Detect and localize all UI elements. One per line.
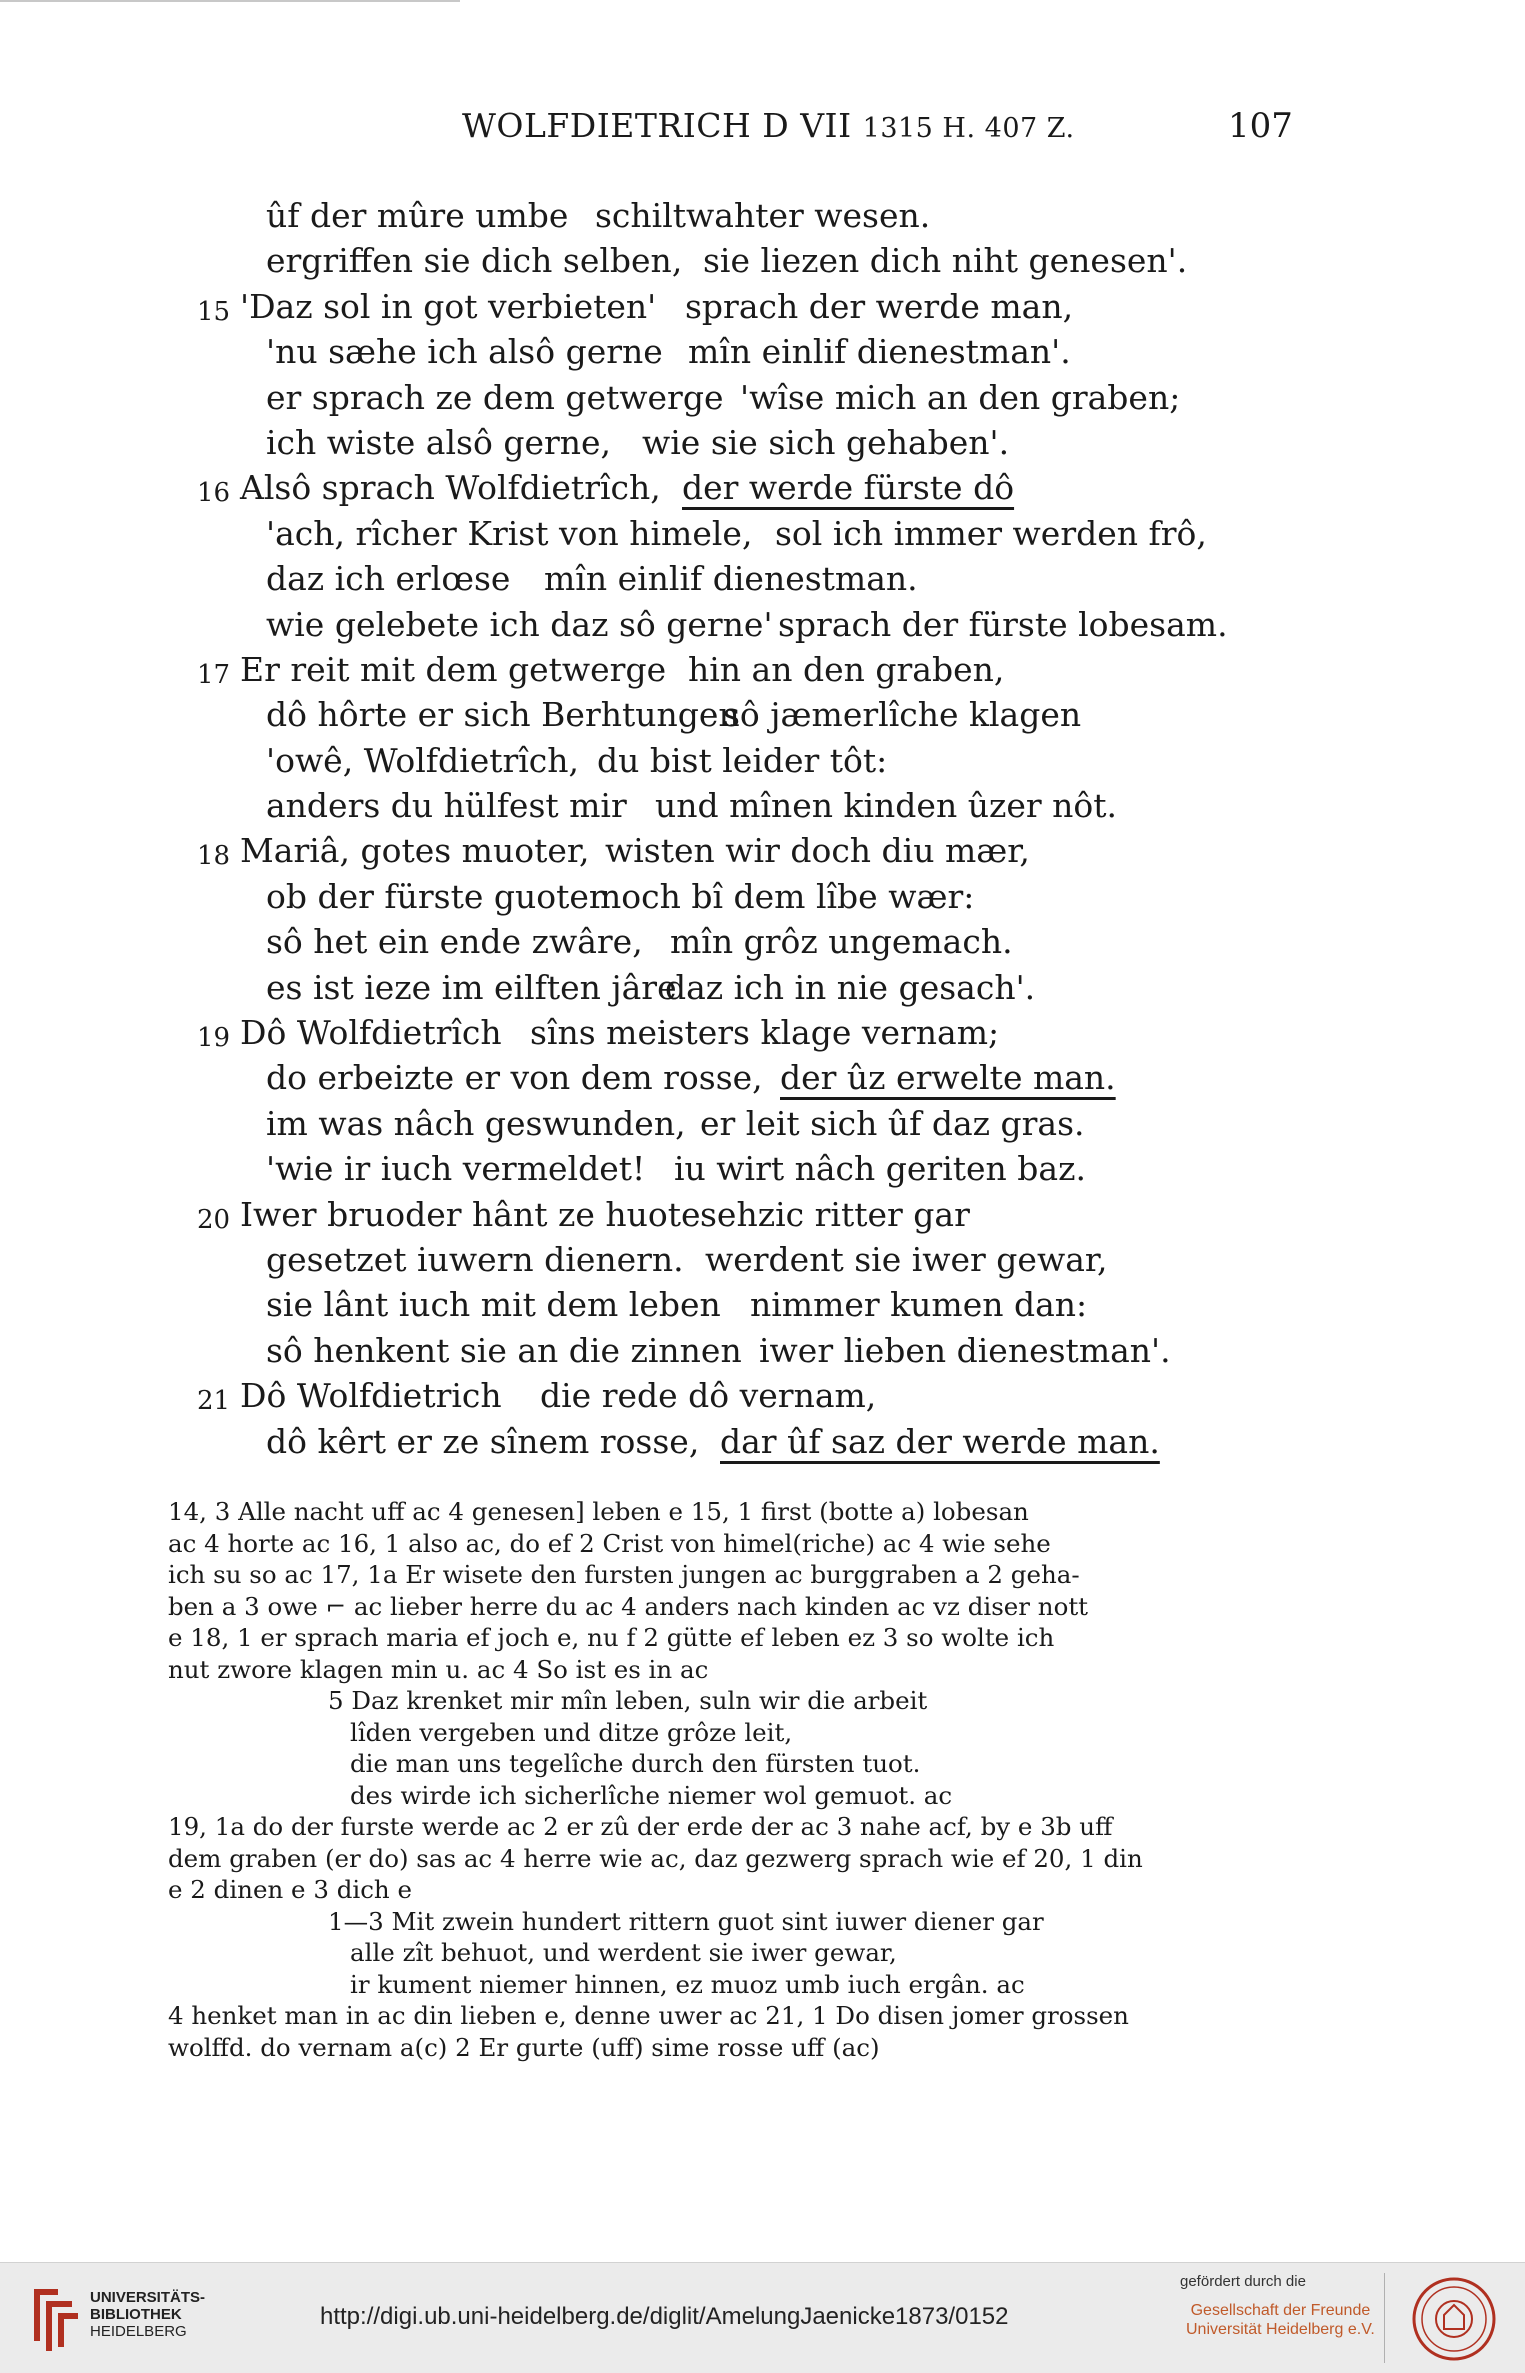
verse-line	[0, 1149, 1525, 1194]
verse-second-half: iu wirt nâch geriten baz.	[674, 1149, 1086, 1189]
note-line: die man uns tegelîche durch den fürsten tuot.	[350, 1749, 921, 1778]
stanza-number: 21	[197, 1386, 231, 1417]
verse-line	[0, 468, 1525, 513]
verse-first-half: Mariâ, gotes muoter,	[240, 831, 590, 871]
verse-line	[0, 287, 1525, 332]
verse-line	[0, 1013, 1525, 1058]
stanza-number: 16	[197, 478, 231, 509]
verse-line	[0, 1376, 1525, 1421]
note-line: e 18, 1 er sprach maria ef joch e, nu f 2 gütte ef leben ez 3 so wolte ich	[168, 1623, 1055, 1652]
verse-second-half: sprach der fürste lobesam.	[778, 604, 1228, 644]
verse-second-half: mîn einlif dienestman.	[544, 559, 918, 599]
verse-first-half: sô henkent sie an die zinnen	[266, 1330, 742, 1370]
verse-second-half: sprach der werde man,	[685, 286, 1074, 326]
verse-line	[0, 241, 1525, 286]
header-reference: 1315 H. 407 Z.	[862, 113, 1075, 144]
verse-line	[0, 1331, 1525, 1376]
verse-first-half: do erbeizte er von dem rosse,	[266, 1058, 763, 1098]
note-line: nut zwore klagen min u. ac 4 So ist es in ac	[168, 1654, 709, 1684]
verse-first-half: daz ich erlœse	[266, 559, 511, 599]
footer-divider	[1384, 2273, 1385, 2363]
university-library-logo-icon	[28, 2281, 82, 2353]
verse-line	[0, 1195, 1525, 1240]
note-line: e 2 dinen e 3 dich e	[168, 1875, 412, 1904]
verse-first-half: 'Daz sol in got verbieten'	[240, 286, 657, 326]
verse-first-half: dô hôrte er sich Berhtungen	[266, 695, 740, 735]
verse-line	[0, 741, 1525, 786]
verse-block	[0, 196, 1525, 1467]
verse-second-half: iwer lieben dienestman'.	[759, 1330, 1171, 1370]
note-line: dem graben (er do) sas ac 4 herre wie ac, daz gezwerg sprach wie ef 20, 1 din	[168, 1843, 1143, 1873]
verse-line	[0, 968, 1525, 1013]
running-header	[462, 106, 1075, 145]
note-line: ir kument niemer hinnen, ez muoz umb iuch ergân. ac	[350, 1969, 1025, 1999]
verse-second-half: wie sie sich gehaben'.	[642, 422, 1010, 462]
note-line: 5 Daz krenket mir mîn leben, suln wir die arbeit	[328, 1686, 928, 1715]
note-line: 19, 1a do der furste werde ac 2 er zû der erde der ac 3 nahe acf, by e 3b uff	[168, 1812, 1113, 1841]
verse-first-half: dô kêrt er ze sînem rosse,	[266, 1421, 700, 1461]
verse-line	[0, 1422, 1525, 1467]
verse-second-half: wisten wir doch diu mær,	[605, 831, 1030, 871]
funded-by-text: gefördert durch die	[1180, 2273, 1306, 2290]
note-line: ac 4 horte ac 16, 1 also ac, do ef 2 Crist von himel(riche) ac 4 wie sehe	[168, 1528, 1051, 1558]
apparatus-notes	[168, 1497, 1280, 2064]
verse-second-half: mîn einlif dienestman'.	[688, 332, 1071, 372]
verse-line	[0, 695, 1525, 740]
verse-second-half: sie liezen dich niht genesen'.	[703, 241, 1188, 281]
verse-first-half: Dô Wolfdietrîch	[240, 1013, 502, 1053]
verse-second-half: sol ich immer werden frô,	[775, 513, 1207, 553]
verse-line	[0, 332, 1525, 377]
note-line: ben a 3 owe ⌐ ac lieber herre du ac 4 anders nach kinden ac vz diser nott	[168, 1591, 1089, 1621]
stanza-number: 17	[197, 659, 231, 690]
verse-line	[0, 196, 1525, 241]
stanza-number: 18	[197, 841, 231, 872]
verse-line	[0, 1240, 1525, 1285]
stanza-number: 19	[197, 1023, 231, 1054]
verse-first-half: gesetzet iuwern dienern.	[266, 1239, 684, 1279]
verse-second-half: sehzic ritter gar	[700, 1194, 970, 1234]
stanza-number: 15	[197, 296, 231, 327]
society-name: Gesellschaft der Freunde Universität Heidelberg e.V.	[1186, 2302, 1375, 2338]
verse-line	[0, 922, 1525, 967]
verse-line	[0, 650, 1525, 695]
verse-first-half: 'ach, rîcher Krist von himele,	[266, 513, 753, 553]
footer-bar	[0, 2262, 1525, 2373]
note-line: lîden vergeben und ditze grôze leit,	[350, 1717, 793, 1747]
verse-first-half: ergriffen sie dich selben,	[266, 241, 683, 281]
verse-first-half: Alsô sprach Wolfdietrîch,	[240, 468, 661, 508]
verse-first-half: Er reit mit dem getwerge	[240, 649, 667, 689]
note-line: 4 henket man in ac din lieben e, denne uwer ac 21, 1 Do disen jomer grossen	[168, 2001, 1129, 2030]
verse-first-half: anders du hülfest mir	[266, 786, 627, 826]
verse-second-half: schiltwahter wesen.	[595, 196, 931, 235]
verse-second-half: hin an den graben,	[688, 649, 1005, 689]
verse-line	[0, 605, 1525, 650]
verse-first-half: ich wiste alsô gerne,	[266, 422, 612, 462]
note-line: 14, 3 Alle nacht uff ac 4 genesen] leben e 15, 1 first (botte a) lobesan	[168, 1497, 1029, 1526]
note-line: des wirde ich sicherlîche niemer wol gemuot. ac	[350, 1780, 953, 1810]
header-title: WOLFDIETRICH D VII	[462, 106, 852, 145]
verse-second-half: nimmer kumen dan:	[750, 1285, 1088, 1325]
verse-first-half: sie lânt iuch mit dem leben	[266, 1285, 721, 1325]
stanza-number: 20	[197, 1204, 231, 1235]
note-line: 1—3 Mit zwein hundert rittern guot sint iuwer diener gar	[328, 1906, 1044, 1936]
verse-line	[0, 831, 1525, 876]
verse-first-half: 'nu sæhe ich alsô gerne	[266, 332, 663, 372]
verse-line	[0, 877, 1525, 922]
verse-second-half: und mînen kinden ûzer nôt.	[655, 786, 1117, 826]
verse-second-half: daz ich in nie gesach'.	[665, 967, 1036, 1007]
verse-first-half: ob der fürste guoter	[266, 876, 605, 916]
verse-first-half: es ist ieze im eilften jâre	[266, 967, 677, 1007]
verse-second-half: werdent sie iwer gewar,	[705, 1239, 1108, 1279]
verse-line	[0, 786, 1525, 831]
verse-line	[0, 1285, 1525, 1330]
verse-second-half: du bist leider tôt:	[597, 740, 888, 780]
verse-second-half: der ûz erwelte man.	[780, 1058, 1116, 1098]
verse-first-half: wie gelebete ich daz sô gerne'	[266, 604, 773, 644]
verse-line	[0, 1104, 1525, 1149]
verse-second-half: sô jæmerlîche klagen	[723, 695, 1082, 735]
verse-second-half: 'wîse mich an den graben;	[740, 377, 1181, 417]
verse-first-half: ûf der mûre umbe	[266, 196, 569, 235]
page-number: 107	[1228, 106, 1293, 146]
verse-first-half: im was nâch geswunden,	[266, 1103, 686, 1143]
verse-second-half: dar ûf saz der werde man.	[720, 1421, 1160, 1461]
top-rule	[0, 0, 460, 2]
university-seal-icon	[1398, 2275, 1510, 2363]
verse-line	[0, 559, 1525, 604]
verse-first-half: sô het ein ende zwâre,	[266, 922, 643, 962]
verse-second-half: der werde fürste dô	[682, 468, 1015, 508]
permalink-url[interactable]: http://digi.ub.uni-heidelberg.de/diglit/AmelungJaenicke1873/0152	[320, 2303, 1009, 2330]
verse-second-half: mîn grôz ungemach.	[670, 922, 1013, 962]
verse-second-half: noch bî dem lîbe wær:	[600, 876, 975, 916]
verse-first-half: 'owê, Wolfdietrîch,	[266, 740, 580, 780]
library-name: UNIVERSITÄTS- BIBLIOTHEK HEIDELBERG	[90, 2289, 206, 2340]
verse-line	[0, 514, 1525, 559]
verse-first-half: Dô Wolfdietrich	[240, 1376, 502, 1416]
verse-second-half: sîns meisters klage vernam;	[530, 1013, 1000, 1053]
verse-second-half: die rede dô vernam,	[540, 1376, 877, 1416]
verse-first-half: er sprach ze dem getwerge	[266, 377, 724, 417]
verse-first-half: Iwer bruoder hânt ze huote	[240, 1194, 701, 1234]
verse-line	[0, 1058, 1525, 1103]
note-line: ich su so ac 17, 1a Er wisete den fursten jungen ac burggraben a 2 geha-	[168, 1560, 1080, 1589]
verse-second-half: er leit sich ûf daz gras.	[700, 1103, 1085, 1143]
note-line: alle zît behuot, und werdent sie iwer gewar,	[350, 1938, 897, 1967]
verse-line	[0, 423, 1525, 468]
note-line: wolffd. do vernam a(c) 2 Er gurte (uff) sime rosse uff (ac)	[168, 2032, 880, 2062]
verse-line	[0, 378, 1525, 423]
verse-first-half: 'wie ir iuch vermeldet!	[266, 1149, 646, 1189]
